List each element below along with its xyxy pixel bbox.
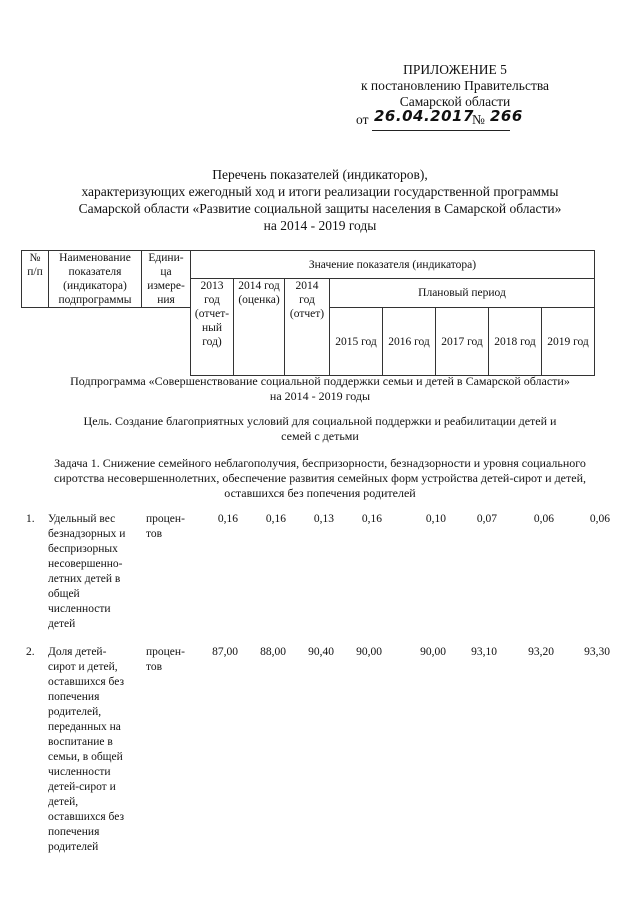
date-underline bbox=[372, 130, 510, 131]
indicator-name-line: безнадзорных и bbox=[48, 528, 126, 540]
indicator-value: 0,06 bbox=[589, 513, 610, 525]
indicator-name-line: попечения bbox=[48, 691, 100, 703]
indicator-name-line: детей bbox=[48, 618, 76, 630]
indicator-value: 90,00 bbox=[356, 646, 382, 658]
header-2014-estimate: 2014 год (оценка) bbox=[234, 279, 285, 376]
indicator-name-line: родителей bbox=[48, 841, 99, 853]
indicator-name bbox=[48, 645, 140, 855]
indicator-name-line: беспризорных bbox=[48, 543, 118, 555]
appendix-line2: Самарской области bbox=[399, 94, 511, 109]
indicator-value: 87,00 bbox=[212, 646, 238, 658]
header-num: № п/п bbox=[22, 251, 49, 308]
goal-line2: семей с детьми bbox=[281, 429, 359, 443]
indicator-name-line: численности bbox=[48, 766, 111, 778]
indicator-name-line: оставшихся без bbox=[48, 676, 125, 688]
indicator-unit-line: тов bbox=[146, 528, 163, 540]
indicator-name-line: Удельный вес bbox=[48, 513, 116, 525]
subprogram-line2: на 2014 - 2019 годы bbox=[269, 389, 371, 403]
indicator-value: 0,13 bbox=[313, 513, 334, 525]
indicator-name-line: переданных на bbox=[48, 721, 121, 733]
subprogram-line1: Подпрограмма «Совершенствование социальной поддержки семьи и детей в Самарской области» bbox=[70, 374, 570, 388]
appendix-block bbox=[330, 62, 580, 130]
indicator-value: 93,30 bbox=[584, 646, 610, 658]
indicator-value: 0,10 bbox=[425, 513, 446, 525]
indicator-name-line: общей bbox=[48, 588, 80, 600]
row-number: 1. bbox=[26, 513, 35, 525]
indicator-name-line: детей-сирот и bbox=[48, 781, 116, 793]
header-value-group: Значение показателя (индикатора) bbox=[191, 251, 595, 279]
indicator-value: 93,10 bbox=[471, 646, 497, 658]
indicator-unit-line: процен- bbox=[146, 646, 185, 658]
header-year-2019: 2019 год bbox=[542, 308, 595, 376]
header-year-2015: 2015 год bbox=[330, 308, 383, 376]
indicator-value: 0,16 bbox=[361, 513, 382, 525]
indicator-name-line: семьи, в общей bbox=[48, 751, 123, 763]
goal-heading bbox=[40, 414, 600, 444]
appendix-date-line bbox=[330, 107, 580, 130]
header-year-2018: 2018 год bbox=[489, 308, 542, 376]
indicator-name-line: Доля детей- bbox=[48, 646, 107, 658]
title-line2: характеризующих ежегодный ход и итоги реализации государственной программы bbox=[81, 184, 559, 199]
indicator-unit-line: процен- bbox=[146, 513, 185, 525]
indicator-value: 90,00 bbox=[420, 646, 446, 658]
header-2014-report: 2014 год (отчет) bbox=[285, 279, 330, 376]
task-heading bbox=[20, 456, 620, 501]
appendix-line1: к постановлению Правительства bbox=[360, 78, 550, 93]
document-title bbox=[20, 166, 620, 234]
indicator-value: 0,07 bbox=[476, 513, 497, 525]
indicator-header-table bbox=[21, 250, 595, 376]
indicator-value: 0,16 bbox=[217, 513, 238, 525]
indicator-name-line: воспитание в bbox=[48, 736, 113, 748]
indicator-value: 93,20 bbox=[528, 646, 554, 658]
row-number: 2. bbox=[26, 646, 35, 658]
indicator-name-line: летних детей в bbox=[48, 573, 121, 585]
indicator-name bbox=[48, 512, 140, 632]
indicator-name-line: сирот и детей, bbox=[48, 661, 118, 673]
indicator-name-line: несовершенно- bbox=[48, 558, 123, 570]
header-year-2017: 2017 год bbox=[436, 308, 489, 376]
indicator-value: 90,40 bbox=[308, 646, 334, 658]
indicator-name-line: родителей, bbox=[48, 706, 102, 718]
number-sign: № bbox=[472, 112, 485, 127]
task-line1: Задача 1. Снижение семейного неблагополучия, беспризорности, безнадзорности и уровня социального bbox=[54, 456, 586, 470]
indicator-name-line: численности bbox=[48, 603, 111, 615]
header-2013: 2013 год (отчет-ный год) bbox=[191, 279, 234, 376]
date-prefix: от bbox=[356, 112, 369, 127]
indicator-name-line: оставшихся без bbox=[48, 811, 125, 823]
task-line2: сиротства несовершеннолетних, обеспечение развития семейных форм устройства детей-сирот и детей, bbox=[53, 471, 586, 485]
header-planned-period: Плановый период bbox=[330, 279, 595, 308]
indicator-name-line: попечения bbox=[48, 826, 100, 838]
subprogram-heading bbox=[40, 374, 600, 404]
appendix-title: ПРИЛОЖЕНИЕ 5 bbox=[403, 62, 507, 77]
indicator-unit bbox=[146, 645, 190, 675]
header-unit: Едини-ца измере-ния bbox=[142, 251, 191, 308]
indicator-name-line: детей, bbox=[48, 796, 79, 808]
task-line3: оставшихся без попечения родителей bbox=[224, 486, 416, 500]
indicator-value: 88,00 bbox=[260, 646, 286, 658]
handwritten-number: 266 bbox=[490, 107, 523, 125]
indicator-unit bbox=[146, 512, 190, 542]
indicator-value: 0,16 bbox=[265, 513, 286, 525]
goal-line1: Цель. Создание благоприятных условий для социальной поддержки и реабилитации детей и bbox=[83, 414, 557, 428]
indicator-value: 0,06 bbox=[533, 513, 554, 525]
handwritten-date: 26.04.2017 bbox=[374, 107, 474, 125]
title-line1: Перечень показателей (индикаторов), bbox=[212, 167, 428, 182]
indicator-unit-line: тов bbox=[146, 661, 163, 673]
title-line3: Самарской области «Развитие социальной защиты населения в Самарской области» bbox=[78, 201, 562, 216]
header-name: Наименование показателя (индикатора) подпрограммы bbox=[49, 251, 142, 308]
title-line4: на 2014 - 2019 годы bbox=[263, 218, 377, 233]
header-year-2016: 2016 год bbox=[383, 308, 436, 376]
